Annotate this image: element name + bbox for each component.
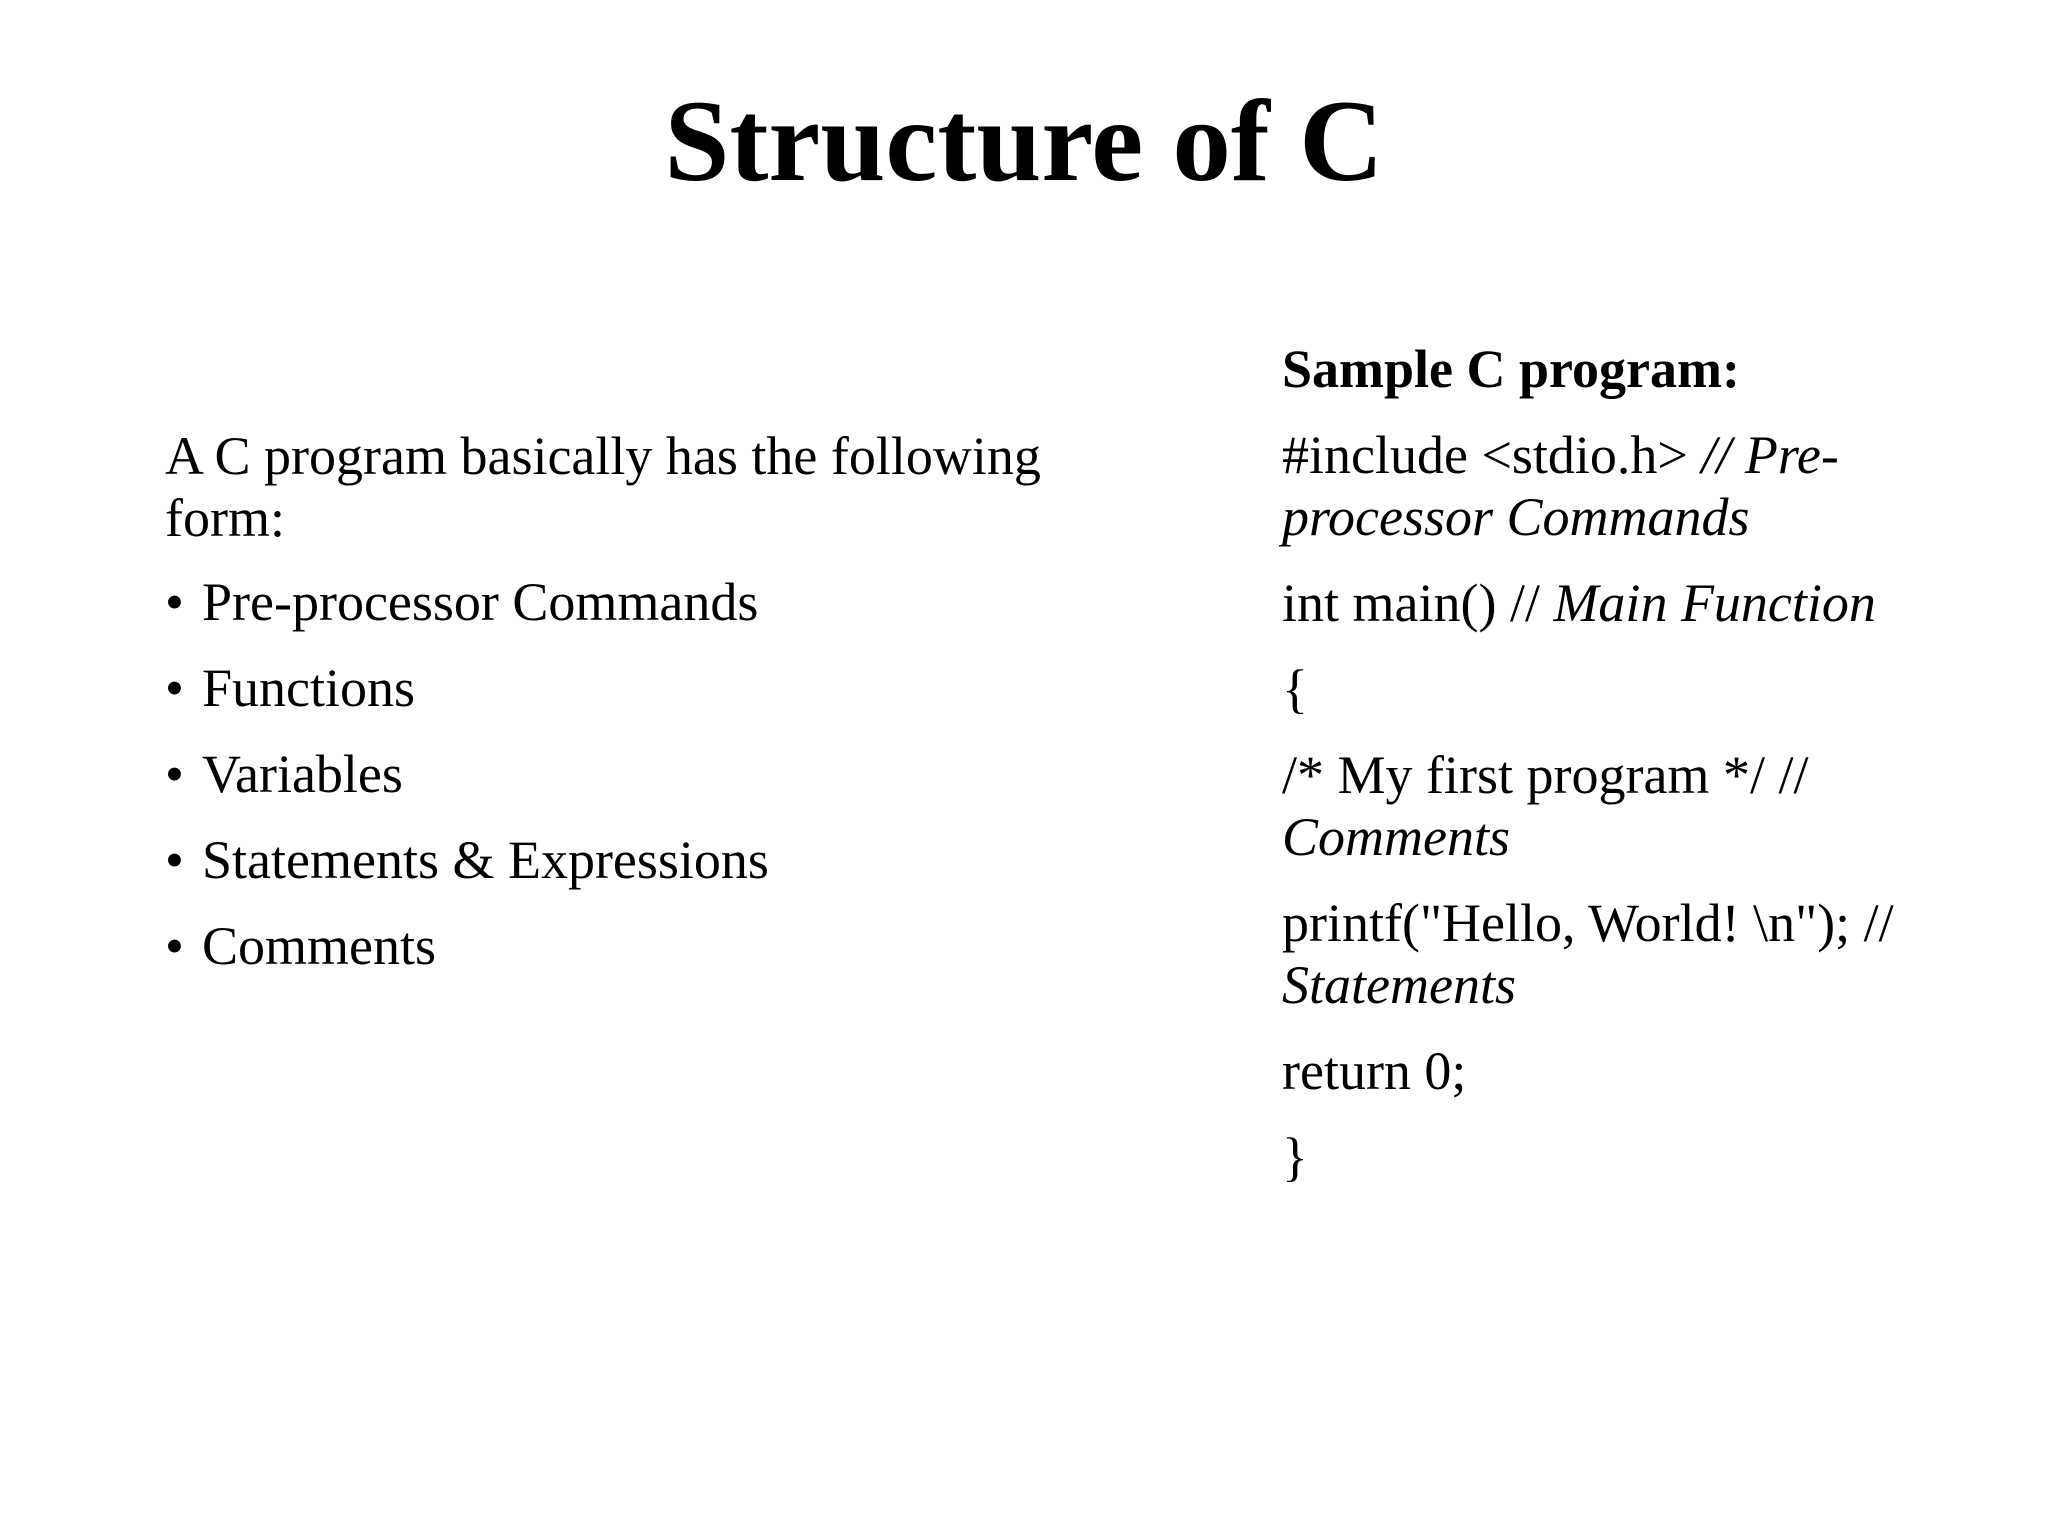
code-line bbox=[1282, 1126, 1982, 1188]
left-column bbox=[165, 425, 1145, 1001]
code-line bbox=[1282, 1040, 1982, 1102]
code-text: { bbox=[1282, 659, 1308, 719]
code-comment: Comments bbox=[1282, 807, 1510, 867]
sample-program-heading: Sample C program: bbox=[1282, 339, 1740, 399]
code-comment: Main Function bbox=[1553, 573, 1876, 633]
code-line bbox=[1282, 892, 1982, 1016]
code-line bbox=[1282, 744, 1982, 868]
intro-text: A C program basically has the following form: bbox=[165, 426, 1041, 548]
right-column bbox=[1282, 338, 1982, 1212]
code-line bbox=[1282, 424, 1982, 548]
code-line bbox=[1282, 572, 1982, 634]
code-comment: // Pre-processor Commands bbox=[1282, 425, 1839, 547]
slide-title: Structure of C bbox=[664, 77, 1384, 206]
list-item: • Variables bbox=[165, 743, 1145, 805]
code-text: printf("Hello, World! \n"); // bbox=[1282, 893, 1894, 953]
code-text: } bbox=[1282, 1127, 1308, 1187]
code-text: #include <stdio.h> bbox=[1282, 425, 1702, 485]
list-item: • Comments bbox=[165, 915, 1145, 977]
component-list bbox=[165, 571, 1145, 977]
code-text: /* My first program */ // bbox=[1282, 745, 1809, 805]
code-text: return 0; bbox=[1282, 1041, 1467, 1101]
list-item: • Pre-processor Commands bbox=[165, 571, 1145, 633]
list-item: • Functions bbox=[165, 657, 1145, 719]
code-text: int main() // bbox=[1282, 573, 1554, 633]
list-item: • Statements & Expressions bbox=[165, 829, 1145, 891]
code-comment: Statements bbox=[1282, 955, 1516, 1015]
code-line bbox=[1282, 658, 1982, 720]
